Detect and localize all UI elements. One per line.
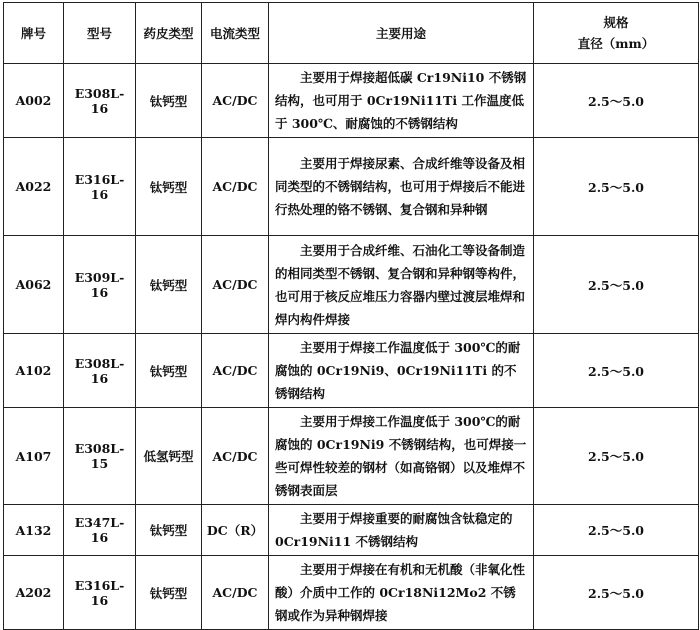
header-model: 型号 <box>64 3 136 64</box>
cell-coating: 低氢钙型 <box>136 408 202 505</box>
cell-coating: 钛钙型 <box>136 64 202 138</box>
usage-text: 主要用于合成纤维、石油化工等设备制造的相同类型不锈钢、复合钢和异种钢等构件，也可用于核反应堆压力容器内壁过渡层堆焊和焊内构件焊接 <box>275 242 526 327</box>
cell-current: AC/DC <box>202 138 269 236</box>
cell-current: AC/DC <box>202 334 269 408</box>
cell-coating: 钛钙型 <box>136 334 202 408</box>
cell-current: AC/DC <box>202 408 269 505</box>
cell-current: AC/DC <box>202 64 269 138</box>
cell-brand: A062 <box>4 236 64 334</box>
header-usage: 主要用途 <box>269 3 534 64</box>
table-row <box>4 334 699 408</box>
cell-usage <box>269 334 534 408</box>
header-row <box>4 3 699 64</box>
table-row <box>4 236 699 334</box>
cell-coating: 钛钙型 <box>136 505 202 556</box>
cell-spec: 2.5～5.0 <box>534 64 699 138</box>
header-spec <box>534 3 699 64</box>
electrode-table <box>3 2 699 630</box>
cell-spec: 2.5～5.0 <box>534 138 699 236</box>
cell-coating: 钛钙型 <box>136 556 202 630</box>
usage-text: 主要用于焊接超低碳 Cr19Ni10 不锈钢结构，也可用于 0Cr19Ni11Ti 工作温度低于 300℃、耐腐蚀的不锈钢结构 <box>275 70 527 131</box>
table-row <box>4 64 699 138</box>
cell-model: E308L-15 <box>64 408 136 505</box>
cell-spec: 2.5～5.0 <box>534 505 699 556</box>
cell-brand: A102 <box>4 334 64 408</box>
header-current: 电流类型 <box>202 3 269 64</box>
cell-current: AC/DC <box>202 236 269 334</box>
cell-brand: A107 <box>4 408 64 505</box>
cell-model: E309L-16 <box>64 236 136 334</box>
cell-spec: 2.5～5.0 <box>534 408 699 505</box>
cell-model: E316L-16 <box>64 138 136 236</box>
cell-brand: A202 <box>4 556 64 630</box>
header-coating: 药皮类型 <box>136 3 202 64</box>
table-row <box>4 505 699 556</box>
cell-model: E308L-16 <box>64 334 136 408</box>
table-row <box>4 138 699 236</box>
usage-text: 主要用于焊接重要的耐腐蚀含钛稳定的 0Cr19Ni11 不锈钢结构 <box>275 511 513 549</box>
cell-usage <box>269 556 534 630</box>
cell-usage <box>269 236 534 334</box>
table-row <box>4 556 699 630</box>
cell-brand: A132 <box>4 505 64 556</box>
cell-brand: A002 <box>4 64 64 138</box>
usage-text: 主要用于焊接工作温度低于 300℃的耐腐蚀的 0Cr19Ni9、0Cr19Ni11Ti 的不锈钢结构 <box>275 340 521 401</box>
cell-coating: 钛钙型 <box>136 236 202 334</box>
cell-spec: 2.5～5.0 <box>534 236 699 334</box>
cell-coating: 钛钙型 <box>136 138 202 236</box>
cell-usage <box>269 408 534 505</box>
cell-model: E316L-16 <box>64 556 136 630</box>
cell-current: AC/DC <box>202 556 269 630</box>
usage-text: 主要用于焊接工作温度低于 300℃的耐腐蚀的 0Cr19Ni9 不锈钢结构，也可焊接一些可焊性较差的钢材（如高铬钢）以及堆焊不锈钢表面层 <box>275 414 527 498</box>
cell-current: DC（R） <box>202 505 269 556</box>
cell-spec: 2.5～5.0 <box>534 334 699 408</box>
header-brand: 牌号 <box>4 3 64 64</box>
cell-usage <box>269 64 534 138</box>
table-row <box>4 408 699 505</box>
usage-text: 主要用于焊接尿素、合成纤维等设备及相同类型的不锈钢结构，也可用于焊接后不能进行热处理的铬不锈钢、复合钢和异种钢 <box>275 156 526 217</box>
cell-usage <box>269 138 534 236</box>
cell-model: E308L-16 <box>64 64 136 138</box>
cell-brand: A022 <box>4 138 64 236</box>
header-spec-title: 规格 <box>603 15 629 30</box>
header-spec-unit: 直径（mm） <box>577 36 655 51</box>
cell-spec: 2.5～5.0 <box>534 556 699 630</box>
cell-usage <box>269 505 534 556</box>
cell-model: E347L-16 <box>64 505 136 556</box>
usage-text: 主要用于焊接在有机和无机酸（非氧化性酸）介质中工作的 0Cr18Ni12Mo2 不锈钢或作为异种钢焊接 <box>275 562 526 623</box>
